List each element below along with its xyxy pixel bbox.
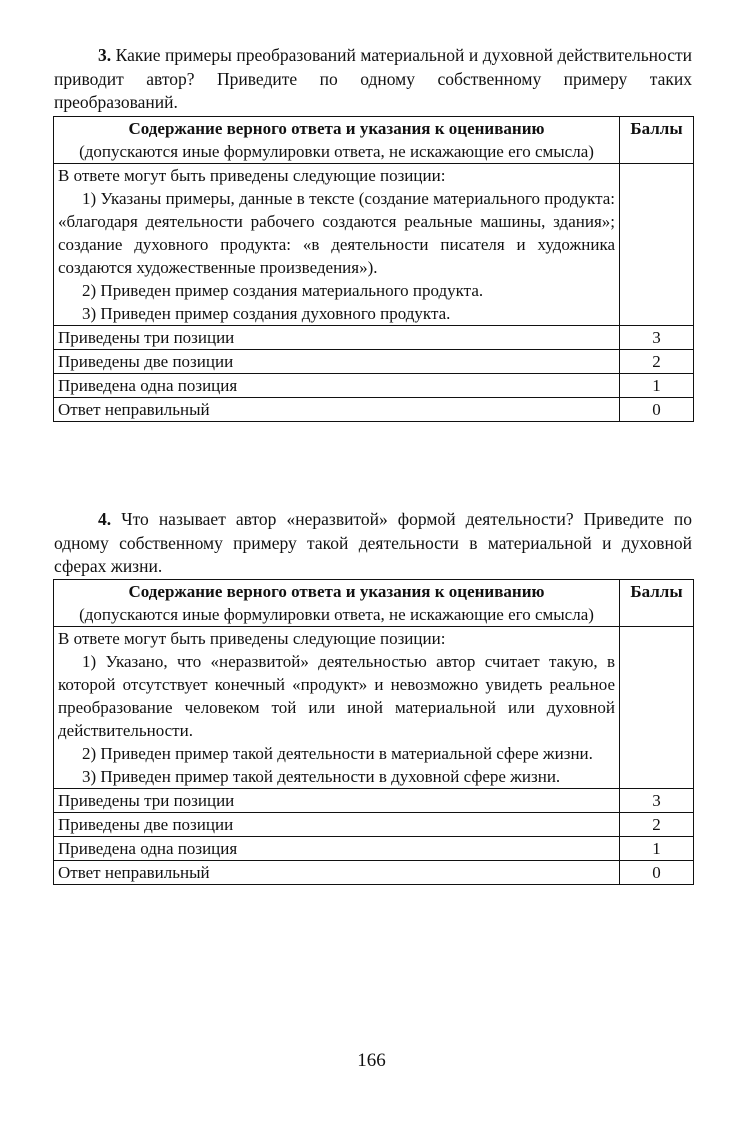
score-value: 0 bbox=[620, 861, 694, 885]
score-value: 3 bbox=[620, 326, 694, 350]
score-row bbox=[54, 350, 694, 374]
score-row bbox=[54, 861, 694, 885]
score-value: 2 bbox=[620, 350, 694, 374]
score-label: Приведена одна позиция bbox=[54, 374, 620, 398]
header-title: Содержание верного ответа и указания к оцениванию bbox=[128, 119, 545, 138]
score-row bbox=[54, 398, 694, 422]
score-label: Приведены три позиции bbox=[54, 326, 620, 350]
table-header-content bbox=[54, 117, 620, 164]
score-label: Приведена одна позиция bbox=[54, 837, 620, 861]
score-value: 0 bbox=[620, 398, 694, 422]
header-note: (допускаются иные формулировки ответа, не искажающие его смысла) bbox=[79, 142, 594, 161]
table-header-content bbox=[54, 580, 620, 627]
score-label: Ответ неправильный bbox=[54, 861, 620, 885]
score-row bbox=[54, 813, 694, 837]
score-label: Приведены две позиции bbox=[54, 350, 620, 374]
answer-content-row bbox=[54, 627, 694, 789]
score-value: 2 bbox=[620, 813, 694, 837]
score-row bbox=[54, 789, 694, 813]
grading-table-3 bbox=[53, 116, 694, 422]
score-label: Приведены две позиции bbox=[54, 813, 620, 837]
answer-item: 2) Приведен пример создания материального продукта. bbox=[82, 281, 484, 300]
header-points: Баллы bbox=[620, 117, 694, 164]
answer-content bbox=[54, 164, 620, 326]
score-value: 1 bbox=[620, 374, 694, 398]
score-label: Ответ неправильный bbox=[54, 398, 620, 422]
answer-item: 1) Указано, что «неразвитой» деятельностью автор считает такую, в которой отсутствует конечный «продукт» и невозможно увидеть реальное преобразование человеком той или иной материальной или духовной действительности. bbox=[58, 652, 615, 740]
answer-intro: В ответе могут быть приведены следующие позиции: bbox=[58, 166, 446, 185]
score-value: 3 bbox=[620, 789, 694, 813]
question-4 bbox=[54, 508, 692, 579]
score-row bbox=[54, 837, 694, 861]
answer-content bbox=[54, 627, 620, 789]
header-title: Содержание верного ответа и указания к оцениванию bbox=[128, 582, 545, 601]
page-number: 166 bbox=[357, 1050, 386, 1071]
question-4-number: 4. bbox=[98, 509, 112, 529]
score-value: 1 bbox=[620, 837, 694, 861]
answer-item: 3) Приведен пример создания духовного продукта. bbox=[82, 304, 451, 323]
question-3-text: Какие примеры преобразований материальной и духовной действительности приводит автор? Приведите по одному собственному примеру таких преобразований. bbox=[54, 45, 693, 112]
score-row bbox=[54, 374, 694, 398]
header-note: (допускаются иные формулировки ответа, не искажающие его смысла) bbox=[79, 605, 594, 624]
answer-item: 2) Приведен пример такой деятельности в материальной сфере жизни. bbox=[82, 744, 593, 763]
question-3-number: 3. bbox=[98, 45, 112, 65]
grading-table-4 bbox=[53, 579, 694, 885]
answer-points-empty bbox=[620, 164, 694, 326]
header-points: Баллы bbox=[620, 580, 694, 627]
table-header-row bbox=[54, 117, 694, 164]
answer-points-empty bbox=[620, 627, 694, 789]
answer-item: 1) Указаны примеры, данные в тексте (создание материального продукта: «благодаря деятельности рабочего создаются реальные машины, здания»; создание духовного продукта: «в деятельности писателя и художника создаются художественные произведения»). bbox=[58, 189, 615, 277]
score-row bbox=[54, 326, 694, 350]
answer-intro: В ответе могут быть приведены следующие позиции: bbox=[58, 629, 446, 648]
question-4-text: Что называет автор «неразвитой» формой деятельности? Приведите по одному собственному примеру такой деятельности в материальной и духовной сферах жизни. bbox=[54, 509, 692, 576]
score-label: Приведены три позиции bbox=[54, 789, 620, 813]
answer-content-row bbox=[54, 164, 694, 326]
table-header-row bbox=[54, 580, 694, 627]
answer-item: 3) Приведен пример такой деятельности в духовной сфере жизни. bbox=[82, 767, 561, 786]
question-3 bbox=[54, 44, 692, 115]
